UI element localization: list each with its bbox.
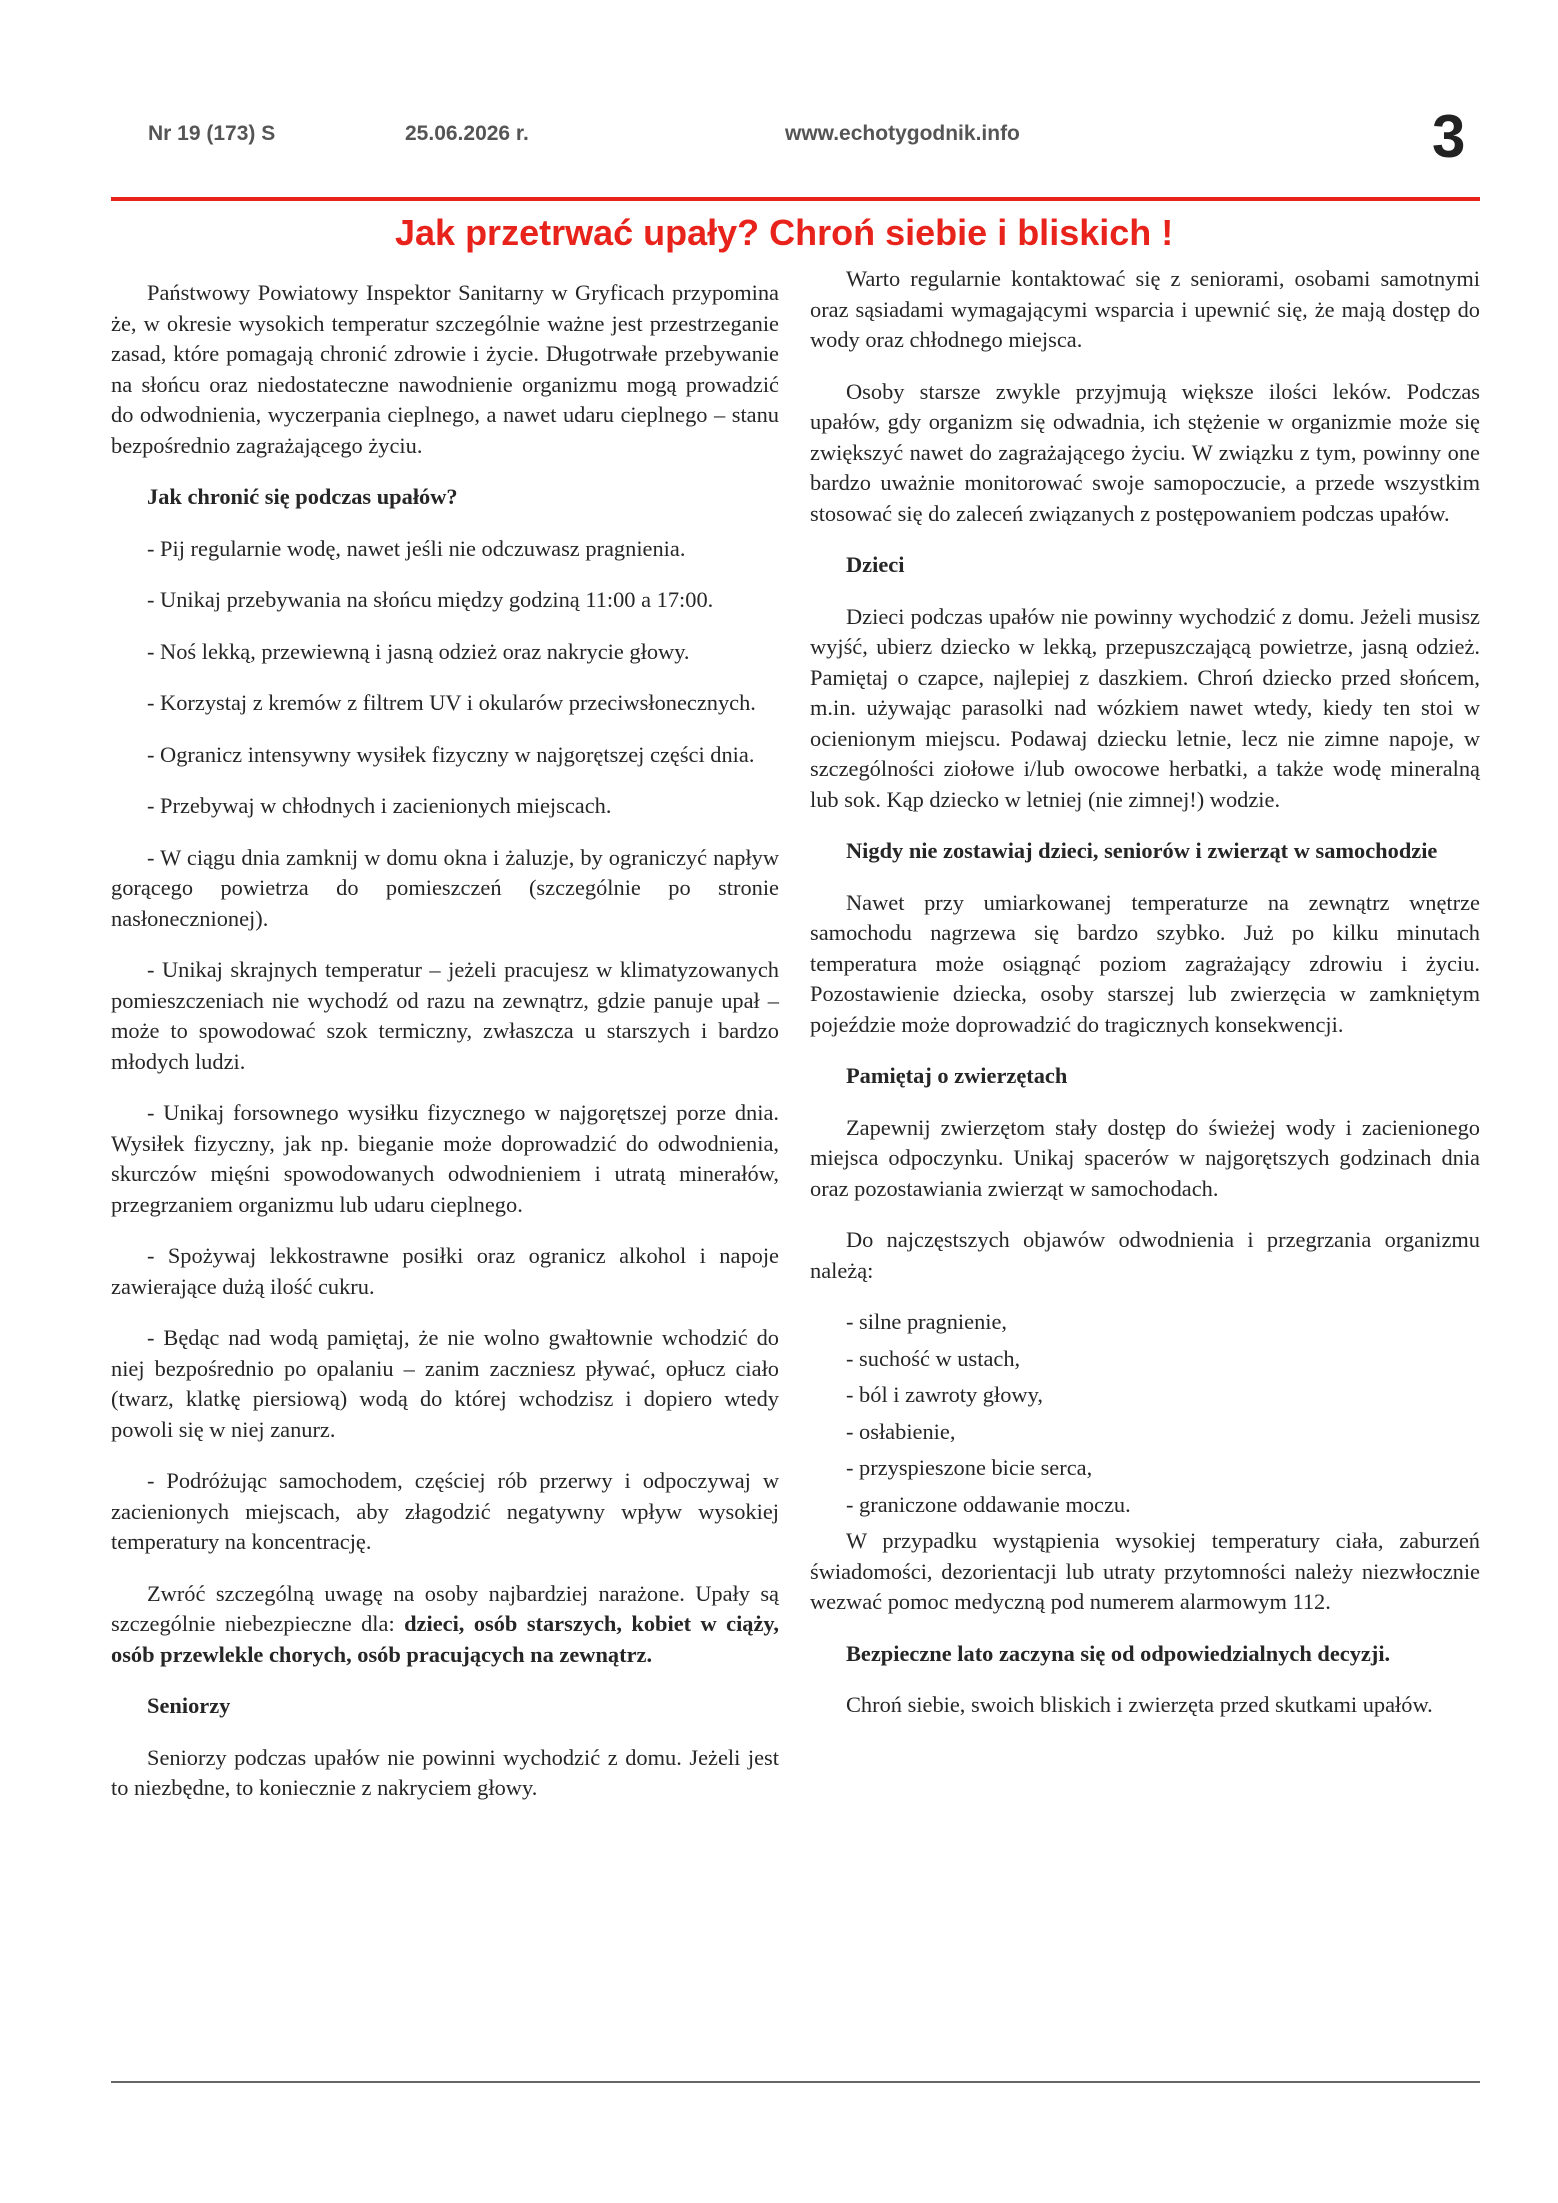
issue-date: 25.06.2026 r. xyxy=(405,122,529,145)
list-item: - suchość w ustach, xyxy=(846,1345,1021,1371)
page-number: 3 xyxy=(1432,103,1466,170)
emergency-paragraph: W przypadku wystąpienia wysokiej temperatury ciała, zaburzeń świadomości, dezorientacji lub utraty przytomności należy niezwłocznie wezwać pomoc medyczną pod numerem alarmowym 112. xyxy=(810,1528,1480,1614)
right-column xyxy=(810,264,1480,1742)
tip-item: - W ciągu dnia zamknij w domu okna i żaluzje, by ograniczyć napływ gorącego powietrza do pomieszczeń (szczególnie po stronie nasłonecznionej). xyxy=(111,844,779,931)
heading-animals: Pamiętaj o zwierzętach xyxy=(846,1063,1068,1088)
tip-item: - Unikaj forsownego wysiłku fizycznego w najgorętszej porze dnia. Wysiłek fizyczny, jak np. bieganie może doprowadzić do odwodnienia, skurczów mięśni spowodowanych odwodnieniem i utratą minerałów, przegrzaniem organizmu lub udaru cieplnego. xyxy=(111,1100,779,1217)
tip-item: - Korzystaj z kremów z filtrem UV i okularów przeciwsłonecznych. xyxy=(147,690,756,715)
heading-seniors: Seniorzy xyxy=(147,1693,231,1718)
tip-item: - Unikaj przebywania na słońcu między godziną 11:00 a 17:00. xyxy=(147,587,714,612)
vulnerable-text: Zwróć szczególną uwagę na osoby najbardziej narażone. Upały są szczególnie niebezpieczne dla: xyxy=(111,1580,779,1636)
heading-children: Dzieci xyxy=(846,552,905,577)
seniors-paragraph: Seniorzy podczas upałów nie powinni wychodzić z domu. Jeżeli jest to niezbędne, to koniecznie z nakryciem głowy. xyxy=(111,1744,779,1800)
tip-item: - Podróżując samochodem, częściej rób przerwy i odpoczywaj w zacienionych miejscach, aby złagodzić negatywny wpływ wysokiej temperatury na koncentrację. xyxy=(111,1468,779,1554)
left-column xyxy=(111,278,779,1825)
intro-paragraph: Państwowy Powiatowy Inspektor Sanitarny w Gryficach przypomina że, w okresie wysokich temperatur szczególnie ważne jest przestrzeganie zasad, które pomagają chronić zdrowie i życie. Długotrwałe przebywanie na słońcu oraz niedostateczne nawodnienie organizmu mogą prowadzić do odwodnienia, wyczerpania cieplnego, a nawet udaru cieplnego – stanu bezpośrednio zagrażającego życiu. xyxy=(111,280,779,458)
tip-item: - Unikaj skrajnych temperatur – jeżeli pracujesz w klimatyzowanych pomieszczeniach nie wychodź od razu na zewnątrz, gdzie panuje upał – może to spowodować szok termiczny, zwłaszcza u starszych i bardzo młodych ludzi. xyxy=(111,957,779,1074)
car-paragraph: Nawet przy umiarkowanej temperaturze na zewnątrz wnętrze samochodu nagrzewa się bardzo szybko. Już po kilku minutach temperatura może osiągnąć poziom zagrażający zdrowiu i życiu. Pozostawienie dziecka, osoby starszej lub zwierzęcia w zamkniętym pojeździe może doprowadzić do tragicznych konsekwencji. xyxy=(810,889,1480,1037)
issue-number: Nr 19 (173) S xyxy=(148,122,276,145)
medications-paragraph: Osoby starsze zwykle przyjmują większe ilości leków. Podczas upałów, gdy organizm się odwadnia, ich stężenie w organizmie może się zwiększyć nawet do zagrażającego życiu. W związku z tym, powinny one bardzo uważnie monitorować swoje samopoczucie, a przede wszystkim stosować się do zaleceń związanych z postępowaniem podczas upałów. xyxy=(810,378,1480,526)
tip-item: - Ogranicz intensywny wysiłek fizyczny w najgorętszej części dnia. xyxy=(147,741,755,767)
heading-summer: Bezpieczne lato zaczyna się od odpowiedzialnych decyzji. xyxy=(846,1640,1391,1666)
footer-divider xyxy=(111,2081,1480,2083)
header-divider xyxy=(111,197,1480,201)
symptoms-intro: Do najczęstszych objawów odwodnienia i przegrzania organizmu należą: xyxy=(810,1227,1480,1283)
heading-car: Nigdy nie zostawiaj dzieci, seniorów i zwierząt w samochodzie xyxy=(846,838,1438,863)
tip-item: - Pij regularnie wodę, nawet jeśli nie odczuwasz pragnienia. xyxy=(147,535,686,561)
page-header xyxy=(0,103,1558,170)
symptoms-list xyxy=(810,1307,1480,1520)
heading-protect: Jak chronić się podczas upałów? xyxy=(147,484,458,509)
tip-item: - Noś lekką, przewiewną i jasną odzież oraz nakrycie głowy. xyxy=(147,638,690,664)
closing-paragraph: Chroń siebie, swoich bliskich i zwierzęta przed skutkami upałów. xyxy=(846,1692,1433,1717)
list-item: - silne pragnienie, xyxy=(846,1309,1008,1334)
contact-seniors-paragraph: Warto regularnie kontaktować się z seniorami, osobami samotnymi oraz sąsiadami wymagającymi wsparcia i upewnić się, że mają dostęp do wody oraz chłodnego miejsca. xyxy=(810,266,1480,352)
children-paragraph: Dzieci podczas upałów nie powinny wychodzić z domu. Jeżeli musisz wyjść, ubierz dziecko w lekką, przepuszczającą powietrze, jasną odzież. Pamiętaj o czapce, najlepiej z daszkiem. Chroń dziecko przed słońcem, m.in. używając parasolki nad wózkiem nawet wtedy, kiedy ten stoi w ocienionym miejscu. Podawaj dziecku letnie, lecz nie zimne napoje, w szczególności ziołowe i/lub owocowe herbatki, a także wodę mineralną lub sok. Kąp dziecko w letniej (nie zimnej!) wodzie. xyxy=(810,603,1480,812)
tip-item: - Będąc nad wodą pamiętaj, że nie wolno gwałtownie wchodzić do niej bezpośrednio po opalaniu – zanim zaczniesz pływać, opłucz ciało (twarz, klatkę piersiową) wodą do której wchodzisz i dopiero wtedy powoli się w niej zanurz. xyxy=(111,1325,779,1442)
list-item: - graniczone oddawanie moczu. xyxy=(846,1491,1131,1517)
article-title: Jak przetrwać upały? Chroń siebie i bliskich ! xyxy=(395,212,1174,253)
website-url: www.echotygodnik.info xyxy=(785,122,1020,145)
vulnerable-paragraph xyxy=(111,1579,779,1671)
list-item: - ból i zawroty głowy, xyxy=(846,1382,1043,1407)
list-item: - osłabienie, xyxy=(846,1418,956,1444)
vulnerable-groups: dzieci, osób starszych, kobiet w ciąży, osób przewlekle chorych, osób pracujących na zewnątrz. xyxy=(111,1611,779,1667)
tip-item: - Spożywaj lekkostrawne posiłki oraz ogranicz alkohol i napoje zawierające dużą ilość cukru. xyxy=(111,1243,779,1299)
animals-paragraph: Zapewnij zwierzętom stały dostęp do świeżej wody i zacienionego miejsca odpoczynku. Unikaj spacerów w najgorętszych godzinach dnia oraz pozostawiania zwierząt w samochodach. xyxy=(810,1114,1480,1201)
tip-item: - Przebywaj w chłodnych i zacienionych miejscach. xyxy=(147,793,612,818)
list-item: - przyspieszone bicie serca, xyxy=(846,1455,1093,1480)
